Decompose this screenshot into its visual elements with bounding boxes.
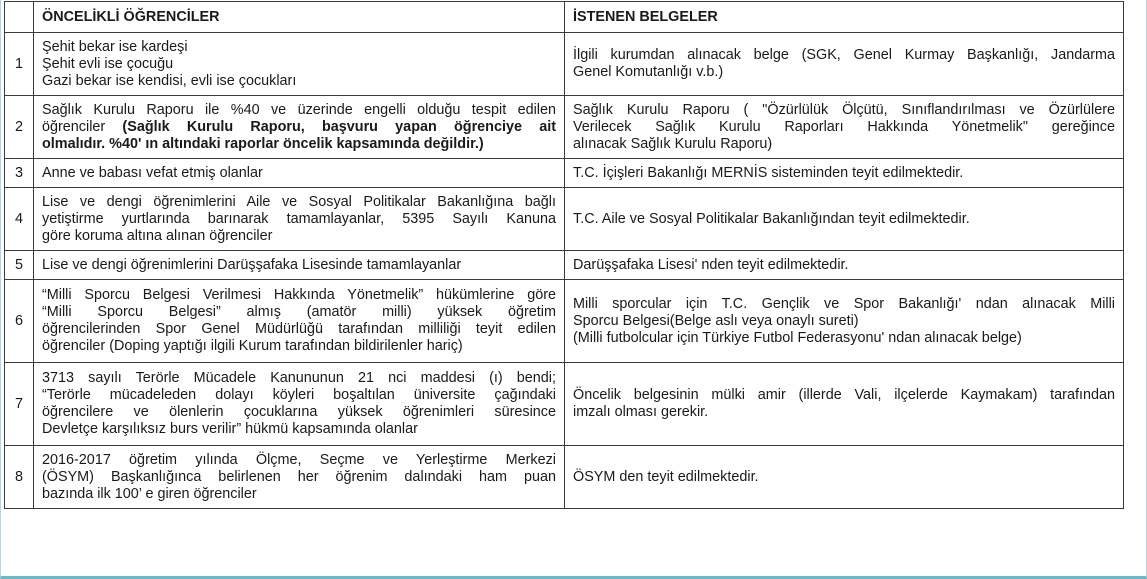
cell-line: Gazi bekar ise kendisi, evli ise çocukları <box>42 72 297 89</box>
cell-line: Verilecek Sağlık Kurulu Raporları Hakkında Yönetmelik" gereğince <box>573 118 1115 135</box>
table-row <box>5 33 1124 96</box>
row-documents-cell <box>565 280 1124 363</box>
table-row <box>5 159 1124 188</box>
cell-line: 3713 sayılı Terörle Mücadele Kanununun 21 nci maddesi (ı) bendi; <box>42 370 556 386</box>
row-documents-cell <box>565 188 1124 251</box>
cell-line: Anne ve babası vefat etmiş olanlar <box>42 164 263 181</box>
cell-line: T.C. Aile ve Sosyal Politikalar Bakanlığından teyit edilmektedir. <box>573 210 970 227</box>
table-row <box>5 446 1124 509</box>
row-students-cell <box>34 33 565 96</box>
row-number: 6 <box>5 280 34 363</box>
table-header-row <box>5 2 1124 33</box>
cell-line: (ÖSYM) Başkanlığınca belirlenen her öğrenim dalındaki ham puan <box>42 468 556 485</box>
cell-line: Şehit evli ise çocuğu <box>42 55 174 72</box>
row-documents-cell <box>565 251 1124 280</box>
header-number <box>5 2 34 33</box>
bold-note: olmalıdır. %40' ın altındaki raporlar öncelik kapsamında değildir.) <box>42 135 484 152</box>
row-students-cell <box>34 280 565 363</box>
cell-line: İlgili kurumdan alınacak belge (SGK, Genel Kurmay Başkanlığı, Jandarma <box>573 47 1115 63</box>
header-required-documents: İSTENEN BELGELER <box>565 2 1124 33</box>
cell-line: göre koruma altına alınan öğrenciler <box>42 227 273 244</box>
row-students-cell <box>34 363 565 446</box>
cell-line: imzalı olması gerekir. <box>573 404 709 420</box>
cell-line: (Milli futbolcular için Türkiye Futbol Federasyonu' ndan alınacak belge) <box>573 329 1022 346</box>
cell-line <box>42 136 556 153</box>
cell-line: Genel Komutanlığı v.b.) <box>573 64 724 80</box>
row-number: 3 <box>5 159 34 188</box>
row-students-cell <box>34 96 565 159</box>
table-row <box>5 280 1124 363</box>
cell-line: Sporcu Belgesi(Belge aslı veya onaylı sureti) <box>573 312 859 329</box>
cell-line: öğrencilere ve ölenlerin çocuklarına yüksek öğrenimleri süresince <box>42 404 556 420</box>
row-number: 1 <box>5 33 34 96</box>
row-number: 7 <box>5 363 34 446</box>
cell-line: “Milli Sporcu Belgesi Verilmesi Hakkında Yönetmelik” hükümlerine göre <box>42 287 556 303</box>
row-documents-cell <box>565 96 1124 159</box>
row-students-cell <box>34 446 565 509</box>
cell-line: ÖSYM den teyit edilmektedir. <box>573 468 759 485</box>
cell-line: Lise ve dengi öğrenimlerini Aile ve Sosyal Politikalar Bakanlığına bağlı <box>42 193 556 210</box>
cell-line: öğrencilerinden Spor Genel Müdürlüğü tarafından milliliği teyit edilen <box>42 321 556 337</box>
cell-line: öğrenciler (Doping yaptığı ilgili Kurum tarafından bildirilenler hariç) <box>42 338 463 354</box>
cell-line: Lise ve dengi öğrenimlerini Darüşşafaka Lisesinde tamamlayanlar <box>42 256 462 273</box>
table-row <box>5 96 1124 159</box>
cell-line: 2016-2017 öğretim yılında Ölçme, Seçme ve Yerleştirme Merkezi <box>42 451 556 468</box>
cell-line: Şehit bekar ise kardeşi <box>42 38 188 55</box>
cell-text: öğrenciler <box>42 118 123 135</box>
row-number: 2 <box>5 96 34 159</box>
table-row <box>5 188 1124 251</box>
table-row <box>5 363 1124 446</box>
cell-line: Darüşşafaka Lisesi' nden teyit edilmektedir. <box>573 256 849 273</box>
row-students-cell <box>34 159 565 188</box>
cell-line: Sağlık Kurulu Raporu ile %40 ve üzerinde engelli olduğu tespit edilen <box>42 101 556 118</box>
cell-line: “Terörle mücadeleden dolayı köyleri boşaltılan üniversite çağındaki <box>42 387 556 403</box>
row-documents-cell <box>565 159 1124 188</box>
cell-line: Milli sporcular için T.C. Gençlik ve Spor Bakanlığı' ndan alınacak Milli <box>573 295 1115 312</box>
cell-line: “Milli Sporcu Belgesi” almış (amatör milli) yüksek öğretim <box>42 304 556 320</box>
row-number: 8 <box>5 446 34 509</box>
cell-line: Sağlık Kurulu Raporu ( "Özürlülük Ölçütü, Sınıflandırılması ve Özürlülere <box>573 101 1115 118</box>
header-priority-students: ÖNCELİKLİ ÖĞRENCİLER <box>34 2 565 33</box>
bold-note: (Sağlık Kurulu Raporu, başvuru yapan öğrenciye ait <box>122 118 556 135</box>
cell-line: yetiştirme yurtlarında barınarak tamamlayanlar, 5395 Sayılı Kanuna <box>42 210 556 227</box>
row-documents-cell <box>565 33 1124 96</box>
priority-students-table <box>4 1 1124 509</box>
cell-line <box>42 119 556 136</box>
cell-line: Devletçe karşılıksız burs verilir” hükmü kapsamında olanlar <box>42 421 418 437</box>
cell-line: alınacak Sağlık Kurulu Raporu) <box>573 135 773 152</box>
row-documents-cell <box>565 363 1124 446</box>
cell-line: Öncelik belgesinin mülki amir (illerde Vali, ilçelerde Kaymakam) tarafından <box>573 387 1115 403</box>
cell-line: T.C. İçişleri Bakanlığı MERNİS sisteminden teyit edilmektedir. <box>573 164 964 181</box>
row-students-cell <box>34 188 565 251</box>
table-row <box>5 251 1124 280</box>
row-number: 4 <box>5 188 34 251</box>
row-number: 5 <box>5 251 34 280</box>
row-students-cell <box>34 251 565 280</box>
row-documents-cell <box>565 446 1124 509</box>
cell-line: bazında ilk 100’ e giren öğrenciler <box>42 485 257 502</box>
